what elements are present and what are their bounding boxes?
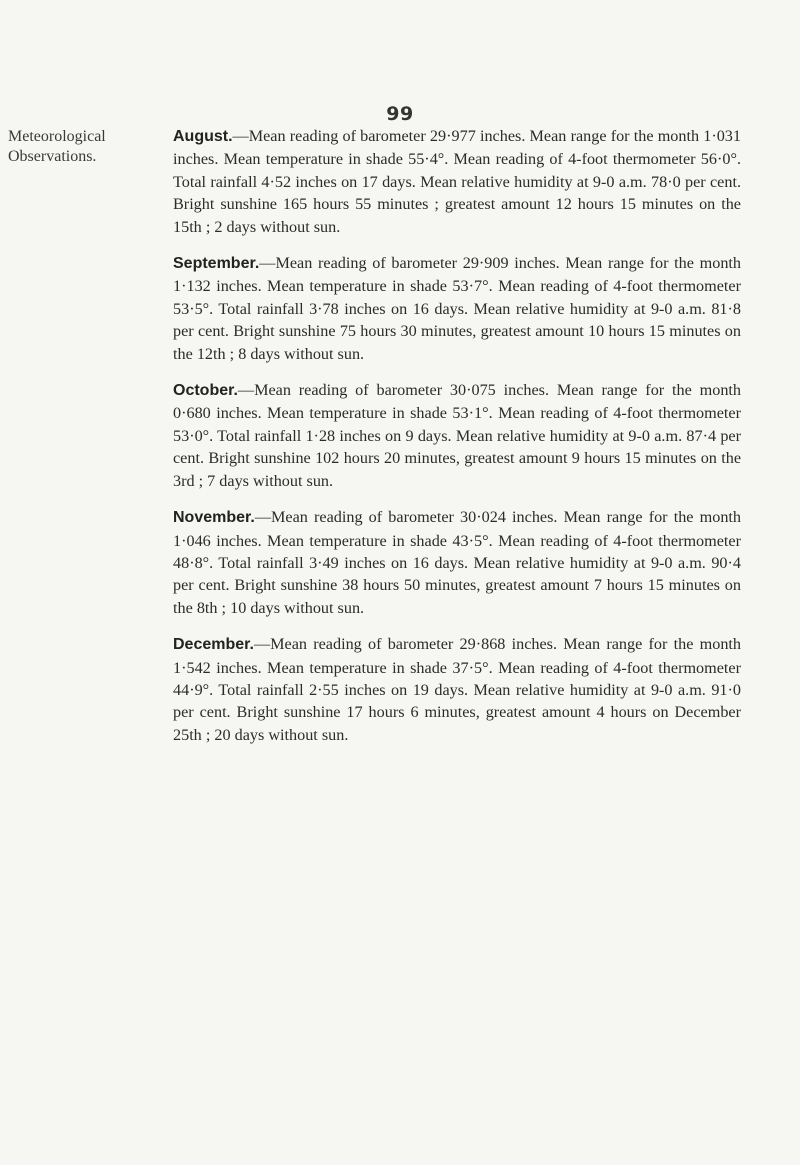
paragraph-october — [173, 379, 741, 492]
page-number: 99 — [386, 103, 414, 125]
body-text — [173, 125, 741, 760]
paragraph-december — [173, 633, 741, 746]
paragraph-september — [173, 252, 741, 365]
paragraph-text-october: —Mean reading of barometer 30·075 inches. Mean range for the month 0·680 inches. Mean temperature in shade 53·1°. Mean reading of 4-foot thermometer 53·0°. Total rainfall 1·28 inches on 9 days. Mean relative humidity at 9-0 a.m. 87·4 per cent. Bright sunshine 102 hours 20 minutes, greatest amount 9 hours 15 minutes on the 3rd ; 7 days without sun. — [173, 381, 741, 490]
month-heading-september: September. — [173, 255, 260, 273]
month-heading-november: November. — [173, 509, 255, 527]
paragraph-november — [173, 506, 741, 619]
paragraph-august — [173, 125, 741, 238]
paragraph-text-august: —Mean reading of barometer 29·977 inches. Mean range for the month 1·031 inches. Mean temperature in shade 55·4°. Mean reading of 4-foot thermometer 56·0°. Total rainfall 4·52 inches on 17 days. Mean relative humidity at 9-0 a.m. 78·0 per cent. Bright sunshine 165 hours 55 minutes ; greatest amount 12 hours 15 minutes on the 15th ; 2 days without sun. — [173, 127, 741, 236]
margin-note-line-1: Meteorological — [8, 128, 106, 145]
paragraph-text-september: —Mean reading of barometer 29·909 inches. Mean range for the month 1·132 inches. Mean temperature in shade 53·7°. Mean reading of 4-foot thermometer 53·5°. Total rainfall 3·78 inches on 16 days. Mean relative humidity at 9-0 a.m. 81·8 per cent. Bright sunshine 75 hours 30 minutes, greatest amount 10 hours 15 minutes on the 12th ; 8 days without sun. — [173, 254, 741, 363]
paragraph-text-november: —Mean reading of barometer 30·024 inches. Mean range for the month 1·046 inches. Mean temperature in shade 43·5°. Mean reading of 4-foot thermometer 48·8°. Total rainfall 3·49 inches on 16 days. Mean relative humidity at 9-0 a.m. 90·4 per cent. Bright sunshine 38 hours 50 minutes, greatest amount 7 hours 15 minutes on the 8th ; 10 days without sun. — [173, 508, 741, 617]
month-heading-december: December. — [173, 636, 254, 654]
month-heading-october: October. — [173, 382, 238, 400]
margin-note-line-2: Observations. — [8, 148, 97, 165]
margin-note — [8, 127, 158, 167]
month-heading-august: August. — [173, 128, 233, 145]
paragraph-text-december: —Mean reading of barometer 29·868 inches. Mean range for the month 1·542 inches. Mean temperature in shade 37·5°. Mean reading of 4-foot thermometer 44·9°. Total rainfall 2·55 inches on 19 days. Mean relative humidity at 9-0 a.m. 91·0 per cent. Bright sunshine 17 hours 6 minutes, greatest amount 4 hours on December 25th ; 20 days without sun. — [173, 635, 741, 744]
